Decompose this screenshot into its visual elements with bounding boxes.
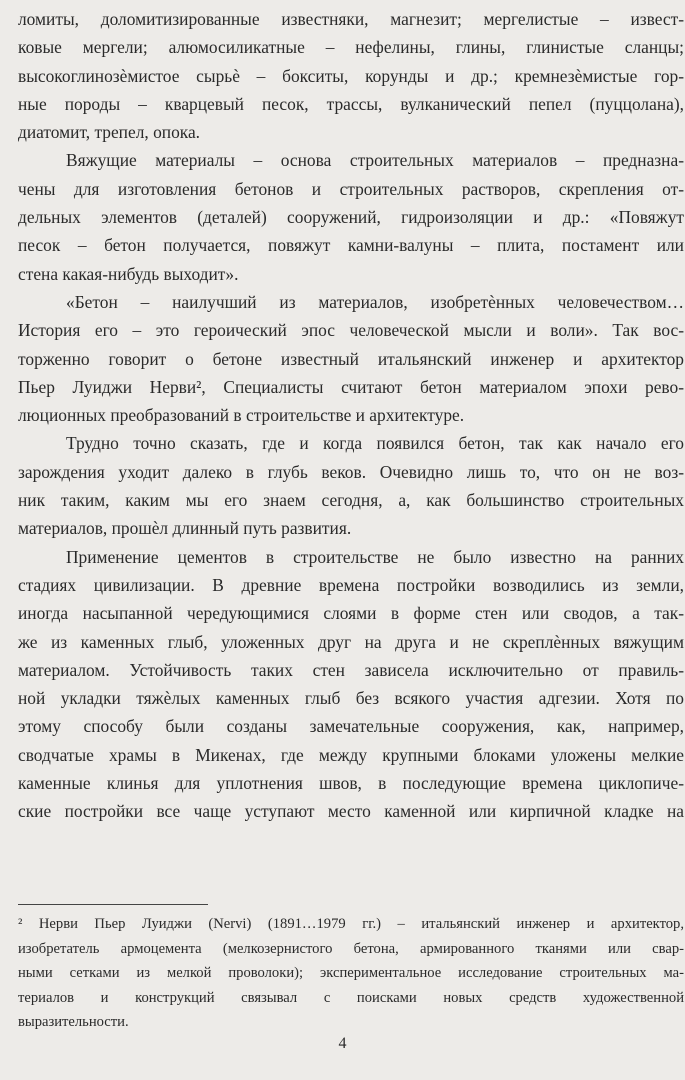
text-line: ские постройки все чаще уступают место каменной или кирпичной кладке на [18,801,684,822]
text-line: стадиях цивилизации. В древние времена постройки возводились из земли, [18,574,684,595]
text-line: диатомит, трепел, опока. [18,122,201,143]
text-line: же из каменных глыб, уложенных друг на друга и не скреплѐнных вяжущим [18,631,684,652]
text-line: ной укладки тяжѐлых каменных глыб без всякого участия адгезии. Хотя по [18,688,684,709]
text-line: Трудно точно сказать, где и когда появился бетон, так как начало его [66,433,684,454]
footnote-separator [18,904,208,905]
text-line: каменные клинья для уплотнения швов, в последующие времена циклопиче- [18,773,684,794]
text-line: высокоглинозѐмистое сырьѐ – бокситы, корунды и др.; кремнезѐмистые гор- [18,65,684,86]
text-line: иногда насыпанной чередующимися слоями в форме стен или сводов, а так- [18,603,684,624]
footnote-line: изобретатель армоцемента (мелкозернистого бетона, армированного тканями или свар- [18,940,684,957]
text-line: История его – это героический эпос человеческой мысли и воли». Так вос- [18,320,684,341]
text-line: материалов, прошѐл длинный путь развития. [18,518,352,539]
text-line: зарождения уходит далеко в глубь веков. Очевидно лишь то, что он не воз- [18,461,684,482]
page-body [18,5,684,826]
text-line: «Бетон – наилучший из материалов, изобретѐнных человечеством… [66,291,684,312]
footnote-line: ² Нерви Пьер Луиджи (Nervi) (1891…1979 гг.) – итальянский инженер и архитектор, [18,916,684,932]
text-line: ломиты, доломитизированные известняки, магнезит; мергелистые – извест- [18,9,684,29]
footnote-line: выразительности. [18,1014,129,1030]
text-line: чены для изготовления бетонов и строительных растворов, скрепления от- [18,178,684,199]
text-line: ные породы – кварцевый песок, трассы, вулканический пепел (пуццолана), [18,93,684,114]
text-line: люционных преобразований в строительстве и архитектуре. [18,405,465,426]
text-line: этому способу были созданы замечательные сооружения, как, например, [18,716,684,737]
text-line: ник таким, каким мы его знаем сегодня, а, как большинство строительных [18,490,684,511]
footnotes [18,912,684,1035]
footnote-line: ными сетками из мелкой проволоки); экспериментальное исследование строительных ма- [18,965,684,981]
text-line: песок – бетон получается, повяжут камни-валуны – плита, постамент или [18,235,684,256]
text-line: Применение цементов в строительстве не было известно на ранних [66,546,684,567]
text-line: материалом. Устойчивость таких стен зависела исключительно от правиль- [18,659,684,680]
page-number: 4 [338,1035,347,1052]
text-line: стена какая-нибудь выходит». [18,263,239,284]
text-line: ковые мергели; алюмосиликатные – нефелины, глины, глинистые сланцы; [18,37,684,58]
text-line: дельных элементов (деталей) сооружений, гидроизоляции и др.: «Повяжут [18,207,684,228]
text-line: Пьер Луиджи Нерви², Специалисты считают бетон материалом эпохи рево- [18,376,684,397]
text-line: Вяжущие материалы – основа строительных материалов – предназна- [66,150,684,171]
footnote-line: териалов и конструкций связывал с поисками новых средств художественной [18,989,684,1006]
text-line: сводчатые храмы в Микенах, где между крупными блоками уложены мелкие [18,744,684,765]
text-line: торженно говорит о бетоне известный итальянский инженер и архитектор [18,348,684,369]
